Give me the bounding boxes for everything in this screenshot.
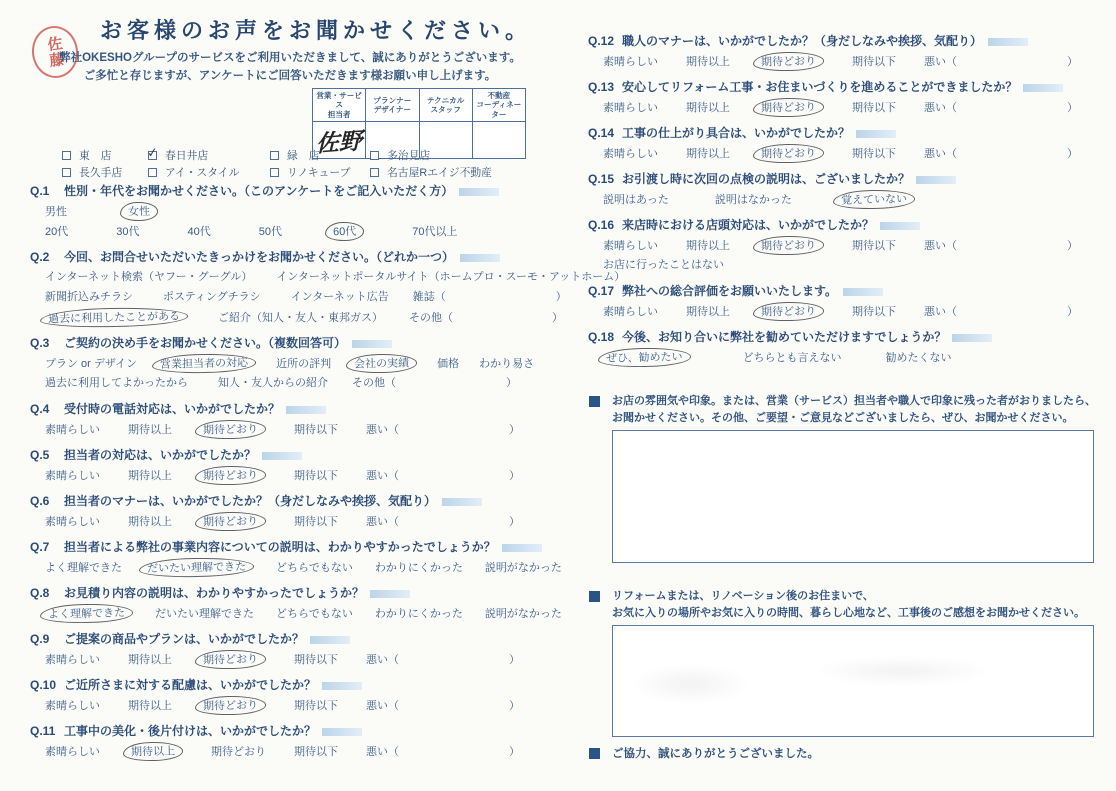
store-checkbox-item[interactable] <box>146 144 270 164</box>
question-block <box>30 538 564 578</box>
answer-option[interactable]: 素晴らしい <box>603 306 658 318</box>
comment-section-header <box>588 588 1106 621</box>
question-title: 今後、お知り合いに弊社を勧めていただけますでしょうか？ <box>622 330 947 344</box>
store-checkbox-item[interactable] <box>370 147 550 164</box>
checkbox[interactable] <box>62 151 71 160</box>
footer-row <box>588 745 1106 761</box>
checkbox[interactable] <box>146 144 159 161</box>
store-row <box>62 144 550 164</box>
options-row <box>588 52 1106 72</box>
hanko-stamp-icon: 佐藤 <box>29 23 81 80</box>
answer-option[interactable]: 期待以下 <box>852 306 896 318</box>
answer-option[interactable]: 40代 <box>187 226 211 238</box>
question-title: ご提案の商品やプランは、いかがでしたか？ <box>64 632 305 646</box>
question-number: Q.9 <box>30 632 50 646</box>
answer-option[interactable]: インターネット検索（ヤフー・グーグル） <box>45 271 253 283</box>
question-title-row <box>588 216 1106 236</box>
answer-option[interactable]: 期待どおり <box>753 143 824 163</box>
answer-option[interactable]: わかりにくかった <box>374 562 463 574</box>
title-highlight <box>460 254 500 262</box>
answer-option[interactable]: ぜひ、勧めたい <box>598 347 691 368</box>
question-number: Q.14 <box>588 126 615 140</box>
question-title-row <box>30 722 564 742</box>
question-block <box>30 630 564 670</box>
answer-option[interactable]: 悪い（ ） <box>366 654 520 666</box>
store-label: 長久手店 <box>79 167 123 179</box>
question-title: 担当者の対応は、いかがでしたか？ <box>64 448 257 462</box>
options-row <box>588 348 1106 368</box>
answer-option[interactable]: だいたい理解できた <box>139 557 254 578</box>
answer-option[interactable]: お店に行ったことはない <box>603 259 724 271</box>
answer-option[interactable]: 期待以下 <box>294 470 338 482</box>
answer-option[interactable]: 悪い（ ） <box>924 306 1078 318</box>
question-title-row <box>588 170 1106 190</box>
question-title: 職人のマナーは、いかがでしたか？（身だしなみや挨拶、気配り） <box>622 34 983 48</box>
answer-option[interactable]: その他（ ） <box>409 312 563 324</box>
question-number: Q.2 <box>30 250 50 264</box>
answer-option[interactable]: 悪い（ ） <box>366 424 520 436</box>
store-label: 東 店 <box>79 150 112 162</box>
question-title: 担当者のマナーは、いかがでしたか？（身だしなみや挨拶、気配り） <box>64 494 437 508</box>
options-row <box>588 190 1106 210</box>
title-highlight <box>502 544 542 552</box>
staff-column-header: 不動産 コーディネーター <box>472 89 525 122</box>
answer-option[interactable]: 雑誌（ ） <box>412 291 567 303</box>
store-checkbox-item[interactable] <box>62 164 148 181</box>
answer-option[interactable]: 覚えていない <box>833 189 915 210</box>
greeting-line2: ご多忙と存じますが、アンケートにご回答いただきます様お願い申し上げます。 <box>83 69 497 82</box>
question-number: Q.15 <box>588 172 615 186</box>
answer-option[interactable]: 新聞折込みチラシ <box>45 291 133 303</box>
comment-prompt-line: リフォームまたは、リノベーション後のお住まいで、 <box>612 590 874 602</box>
question-block <box>588 170 1106 210</box>
comment-prompt <box>612 588 1085 621</box>
answer-option[interactable]: 素晴らしい <box>45 654 100 666</box>
answer-option[interactable]: どちらとも言えない <box>742 352 842 364</box>
greeting-line1: 弊社OKESHOグループのサービスをご利用いただきまして、誠にありがとうございます。 <box>59 52 521 64</box>
answer-option[interactable]: 近所の評判 <box>276 358 332 370</box>
answer-option[interactable]: ポスティングチラシ <box>163 291 261 303</box>
question-title: 性別・年代をお聞かせください。（このアンケートをご記入いただく方） <box>64 184 454 198</box>
store-checkbox-item[interactable] <box>270 147 370 164</box>
title-highlight <box>322 728 362 736</box>
answer-option[interactable]: 期待以下 <box>852 240 896 252</box>
answer-option[interactable]: 女性 <box>120 202 158 222</box>
question-block <box>588 328 1106 368</box>
options-row <box>30 202 564 222</box>
answer-option[interactable]: インターネットポータルサイト（ホームプロ・スーモ・アットホーム） <box>276 271 626 283</box>
options-row <box>588 144 1106 164</box>
question-number: Q.7 <box>30 540 50 554</box>
store-row <box>62 164 550 181</box>
checkmark-icon: ✓ <box>146 144 159 161</box>
options-row <box>30 374 564 394</box>
store-checkbox-item[interactable] <box>270 164 370 181</box>
answer-option[interactable]: 素晴らしい <box>45 516 100 528</box>
comment-prompt-line: お店の雰囲気や印象。または、営業（サービス）担当者や職人で印象に残った者がおりましたら、 <box>612 395 1096 407</box>
answer-option[interactable]: 素晴らしい <box>603 148 658 160</box>
store-checkbox-group <box>62 144 550 181</box>
question-title-row <box>30 538 564 558</box>
section-bullet-icon <box>589 396 600 407</box>
question-title: 担当者による弊社の事業内容についての説明は、わかりやすかったでしょうか？ <box>64 540 496 554</box>
question-number: Q.10 <box>30 678 57 692</box>
answer-option[interactable]: 悪い（ ） <box>366 516 520 528</box>
answer-option[interactable]: 期待以上 <box>128 424 172 436</box>
store-label: 春日井店 <box>165 150 209 162</box>
section-bullet-icon <box>589 591 600 602</box>
question-title-row <box>30 248 564 268</box>
question-title-row <box>30 676 564 696</box>
question-block <box>30 722 564 762</box>
section-bullet-icon <box>589 748 600 759</box>
greeting-text <box>30 50 550 86</box>
comment-prompt-line: お聞かせください。その他、ご要望・ご意見などございましたら、ぜひ、お聞かせください。 <box>612 411 1074 424</box>
answer-option[interactable]: 期待以上 <box>128 700 172 712</box>
options-row <box>30 742 564 762</box>
answer-option[interactable]: 期待以上 <box>128 470 172 482</box>
title-highlight <box>459 188 499 196</box>
title-highlight <box>352 340 392 348</box>
answer-option[interactable]: 過去に利用したことがある <box>40 306 188 328</box>
answer-option[interactable]: わかりにくかった <box>374 608 463 620</box>
store-checkbox-item[interactable] <box>370 164 550 181</box>
question-number: Q.11 <box>30 724 56 738</box>
answer-option[interactable]: 悪い（ ） <box>924 240 1078 252</box>
question-block <box>30 400 564 440</box>
answer-option[interactable]: 営業担当者の対応 <box>152 353 256 374</box>
answer-option[interactable]: 50代 <box>258 226 282 238</box>
question-title-row <box>30 492 564 512</box>
answer-option[interactable]: 説明はなかった <box>714 194 792 206</box>
checkbox[interactable] <box>370 168 379 177</box>
closing-text: ご協力、誠にありがとうございました。 <box>612 748 819 760</box>
options-row <box>30 512 564 532</box>
question-number: Q.6 <box>30 494 50 508</box>
title-highlight <box>988 38 1028 46</box>
store-label: アイ・スタイル <box>165 167 240 179</box>
answer-option[interactable]: 期待どおり <box>195 465 266 485</box>
question-block <box>30 676 564 716</box>
comment-box[interactable] <box>612 625 1094 737</box>
options-row <box>30 466 564 486</box>
question-title-row <box>30 630 564 650</box>
answer-option[interactable]: ご紹介（知人・友人・東邦ガス） <box>218 312 383 324</box>
question-title: 工事中の美化・後片付けは、いかがでしたか？ <box>64 724 317 738</box>
answer-option[interactable]: 期待どおり <box>195 695 266 715</box>
question-title: 工事の仕上がり具合は、いかがでしたか？ <box>622 126 851 140</box>
question-number: Q.4 <box>30 402 50 416</box>
question-title: お見積り内容の説明は、わかりやすかったでしょうか？ <box>64 586 365 600</box>
answer-option[interactable]: 期待どおり <box>195 511 266 531</box>
question-block <box>30 584 564 624</box>
question-number: Q.8 <box>30 586 50 600</box>
answer-option[interactable]: 説明がなかった <box>484 608 562 620</box>
answer-option[interactable]: プラン or デザイン <box>45 358 138 370</box>
answer-option[interactable]: 素晴らしい <box>45 424 100 436</box>
answer-option[interactable]: 悪い（ ） <box>366 700 520 712</box>
answer-option[interactable]: 期待以下 <box>294 700 338 712</box>
question-title: ご近所さまに対する配慮は、いかがでしたか？ <box>64 678 317 692</box>
question-block <box>588 216 1106 276</box>
answer-option[interactable]: 期待どおり <box>753 301 824 321</box>
options-row <box>30 308 564 328</box>
answer-option[interactable]: 悪い（ ） <box>924 102 1078 114</box>
answer-option[interactable]: 期待以上 <box>686 148 730 160</box>
comment-prompt <box>612 393 1096 426</box>
comment-sections <box>588 393 1106 737</box>
checkbox[interactable] <box>270 151 279 160</box>
title-highlight <box>286 406 326 414</box>
answer-option[interactable]: 知人・友人からの紹介 <box>218 377 328 389</box>
question-title-row <box>30 334 564 354</box>
checkbox[interactable] <box>370 151 379 160</box>
question-number: Q.16 <box>588 218 615 232</box>
answer-option[interactable]: 期待以上 <box>123 741 183 761</box>
options-row <box>30 268 626 288</box>
question-title-row <box>588 328 1106 348</box>
answer-option[interactable]: わかり易さ <box>479 358 535 370</box>
answer-option[interactable]: 価格 <box>437 358 460 370</box>
answer-option[interactable]: 60代 <box>325 222 365 242</box>
question-title: 受付時の電話対応は、いかがでしたか？ <box>64 402 281 416</box>
answer-option[interactable]: 期待以下 <box>294 516 338 528</box>
answer-option[interactable]: 30代 <box>116 226 140 238</box>
store-label: リノキューブ <box>287 167 351 179</box>
options-row <box>30 222 564 242</box>
question-block <box>30 492 564 532</box>
question-number: Q.5 <box>30 448 50 462</box>
question-block <box>588 78 1106 118</box>
answer-option[interactable]: よく理解できた <box>40 603 133 624</box>
answer-option[interactable]: その他（ ） <box>352 377 517 389</box>
staff-column-header: プランナー デザイナー <box>366 89 419 122</box>
question-block <box>588 32 1106 72</box>
question-title-row <box>30 446 564 466</box>
title-highlight <box>262 452 302 460</box>
answer-option[interactable]: 素晴らしい <box>45 470 100 482</box>
options-row <box>588 236 1106 256</box>
title-highlight <box>916 176 956 184</box>
answer-option[interactable]: 20代 <box>45 226 69 238</box>
questions-column-right <box>588 32 1106 761</box>
answer-option[interactable]: 説明がなかった <box>484 562 562 574</box>
question-number: Q.13 <box>588 80 615 94</box>
options-row <box>30 288 567 308</box>
options-row <box>30 604 564 624</box>
options-row <box>588 98 1106 118</box>
question-title-row <box>588 78 1106 98</box>
question-title-row <box>30 584 564 604</box>
answer-option[interactable]: 期待以上 <box>686 240 730 252</box>
handwritten-name: 佐野 <box>316 127 363 158</box>
answer-option[interactable]: 期待どおり <box>753 97 824 117</box>
options-row <box>588 302 1106 322</box>
question-title: 今回、お問合せいただいたきっかけをお聞かせください。（どれか一つ） <box>64 250 455 264</box>
checkbox[interactable] <box>62 168 71 177</box>
options-row <box>30 354 564 374</box>
question-number: Q.18 <box>588 330 615 344</box>
options-row <box>30 650 564 670</box>
title-highlight <box>952 334 992 342</box>
answer-option[interactable]: よく理解できた <box>45 562 122 574</box>
answer-option[interactable]: 期待以上 <box>128 654 172 666</box>
answer-option[interactable]: 悪い（ ） <box>366 746 520 758</box>
question-number: Q.1 <box>30 184 50 198</box>
answer-option[interactable]: 過去に利用してよかったから <box>45 377 188 389</box>
question-title: 弊社への総合評価をお願いいたします。 <box>622 284 838 298</box>
question-number: Q.17 <box>588 284 615 298</box>
answer-option[interactable]: 素晴らしい <box>603 240 658 252</box>
answer-option[interactable]: 期待以上 <box>686 306 730 318</box>
answer-option[interactable]: 期待どおり <box>195 649 266 669</box>
options-row <box>30 696 564 716</box>
question-block <box>30 334 564 394</box>
question-title: お引渡し時に次回の点検の説明は、ございましたか？ <box>622 172 911 186</box>
store-checkbox-item[interactable] <box>62 147 148 164</box>
title-highlight <box>322 682 362 690</box>
answer-option[interactable]: どちらでもない <box>276 562 353 574</box>
checkbox[interactable] <box>148 168 157 177</box>
comment-section <box>588 588 1106 737</box>
answer-option[interactable]: 70代以上 <box>412 226 458 238</box>
answer-option[interactable]: 期待以下 <box>294 746 338 758</box>
answer-option[interactable]: 期待以下 <box>294 654 338 666</box>
question-title-row <box>30 400 564 420</box>
store-label: 名古屋Rエイジ不動産 <box>387 167 492 179</box>
question-title: ご契約の決め手をお聞かせください。（複数回答可） <box>64 336 347 350</box>
question-title-row <box>588 282 1106 302</box>
options-row <box>588 256 1106 276</box>
comment-prompt-line: お気に入りの場所やお気に入りの時間、暮らし心地など、工事後のご感想をお聞かせください。 <box>612 606 1085 619</box>
answer-option[interactable]: インターネット広告 <box>290 291 389 303</box>
question-block <box>30 182 564 242</box>
title-highlight <box>880 222 920 230</box>
answer-option[interactable]: 期待以上 <box>128 516 172 528</box>
answer-option[interactable]: 男性 <box>45 206 67 218</box>
title-highlight <box>843 288 883 296</box>
answer-option[interactable]: 期待以下 <box>852 102 896 114</box>
staff-table-header-row <box>313 89 526 122</box>
store-label: 緑 店 <box>287 150 320 162</box>
answer-option[interactable]: 素晴らしい <box>603 56 658 68</box>
answer-option[interactable]: 期待どおり <box>753 235 824 255</box>
answer-option[interactable]: 期待以上 <box>686 102 730 114</box>
comment-box[interactable] <box>612 430 1094 563</box>
bleedthrough-mark <box>813 656 993 686</box>
answer-option[interactable]: 素晴らしい <box>45 746 100 758</box>
questions-right <box>588 32 1106 368</box>
bleedthrough-mark <box>631 664 751 704</box>
answer-option[interactable]: 期待以下 <box>852 56 896 68</box>
options-row <box>30 558 564 578</box>
staff-column-header: 営業・サービス 担当者 <box>313 89 366 122</box>
checkbox[interactable] <box>270 168 279 177</box>
question-title-row <box>588 32 1106 52</box>
title-highlight <box>1023 84 1063 92</box>
answer-option[interactable]: 説明はあった <box>603 194 669 206</box>
answer-option[interactable]: 悪い（ ） <box>924 56 1078 68</box>
answer-option[interactable]: 期待以下 <box>294 424 338 436</box>
answer-option[interactable]: 素晴らしい <box>603 102 658 114</box>
question-title: 来店時における店頭対応は、いかがでしたか？ <box>622 218 875 232</box>
answer-option[interactable]: 期待以上 <box>686 56 730 68</box>
answer-option[interactable]: 悪い（ ） <box>366 470 520 482</box>
comment-section <box>588 393 1106 563</box>
answer-option[interactable]: 期待どおり <box>753 51 824 71</box>
answer-option[interactable]: 会社の実績 <box>346 353 417 373</box>
answer-option[interactable]: だいたい理解できた <box>155 608 254 620</box>
title-highlight <box>856 130 896 138</box>
store-checkbox-item[interactable] <box>148 164 270 181</box>
answer-option[interactable]: 素晴らしい <box>45 700 100 712</box>
title-highlight <box>442 498 482 506</box>
title-highlight <box>370 590 410 598</box>
answer-option[interactable]: どちらでもない <box>276 608 353 620</box>
page-title: お客様のお声をお聞かせください。 <box>100 18 533 43</box>
answer-option[interactable]: 悪い（ ） <box>924 148 1078 160</box>
question-title-row <box>588 124 1106 144</box>
question-title-row <box>30 182 564 202</box>
question-number: Q.3 <box>30 336 50 350</box>
options-row <box>30 420 564 440</box>
answer-option[interactable]: 勧めたくない <box>885 352 952 364</box>
question-number: Q.12 <box>588 34 615 48</box>
answer-option[interactable]: 期待以下 <box>852 148 896 160</box>
answer-option[interactable]: 期待どおり <box>211 746 266 758</box>
title-highlight <box>310 636 350 644</box>
question-title: 安心してリフォーム工事・お住まいづくりを進めることができましたか？ <box>622 80 1018 94</box>
question-block <box>588 124 1106 164</box>
question-block <box>30 446 564 486</box>
question-block <box>588 282 1106 322</box>
staff-column-header: テクニカル スタッフ <box>419 89 472 122</box>
comment-section-header <box>588 393 1106 426</box>
answer-option[interactable]: 期待どおり <box>195 419 266 439</box>
store-label: 多治見店 <box>387 150 431 162</box>
